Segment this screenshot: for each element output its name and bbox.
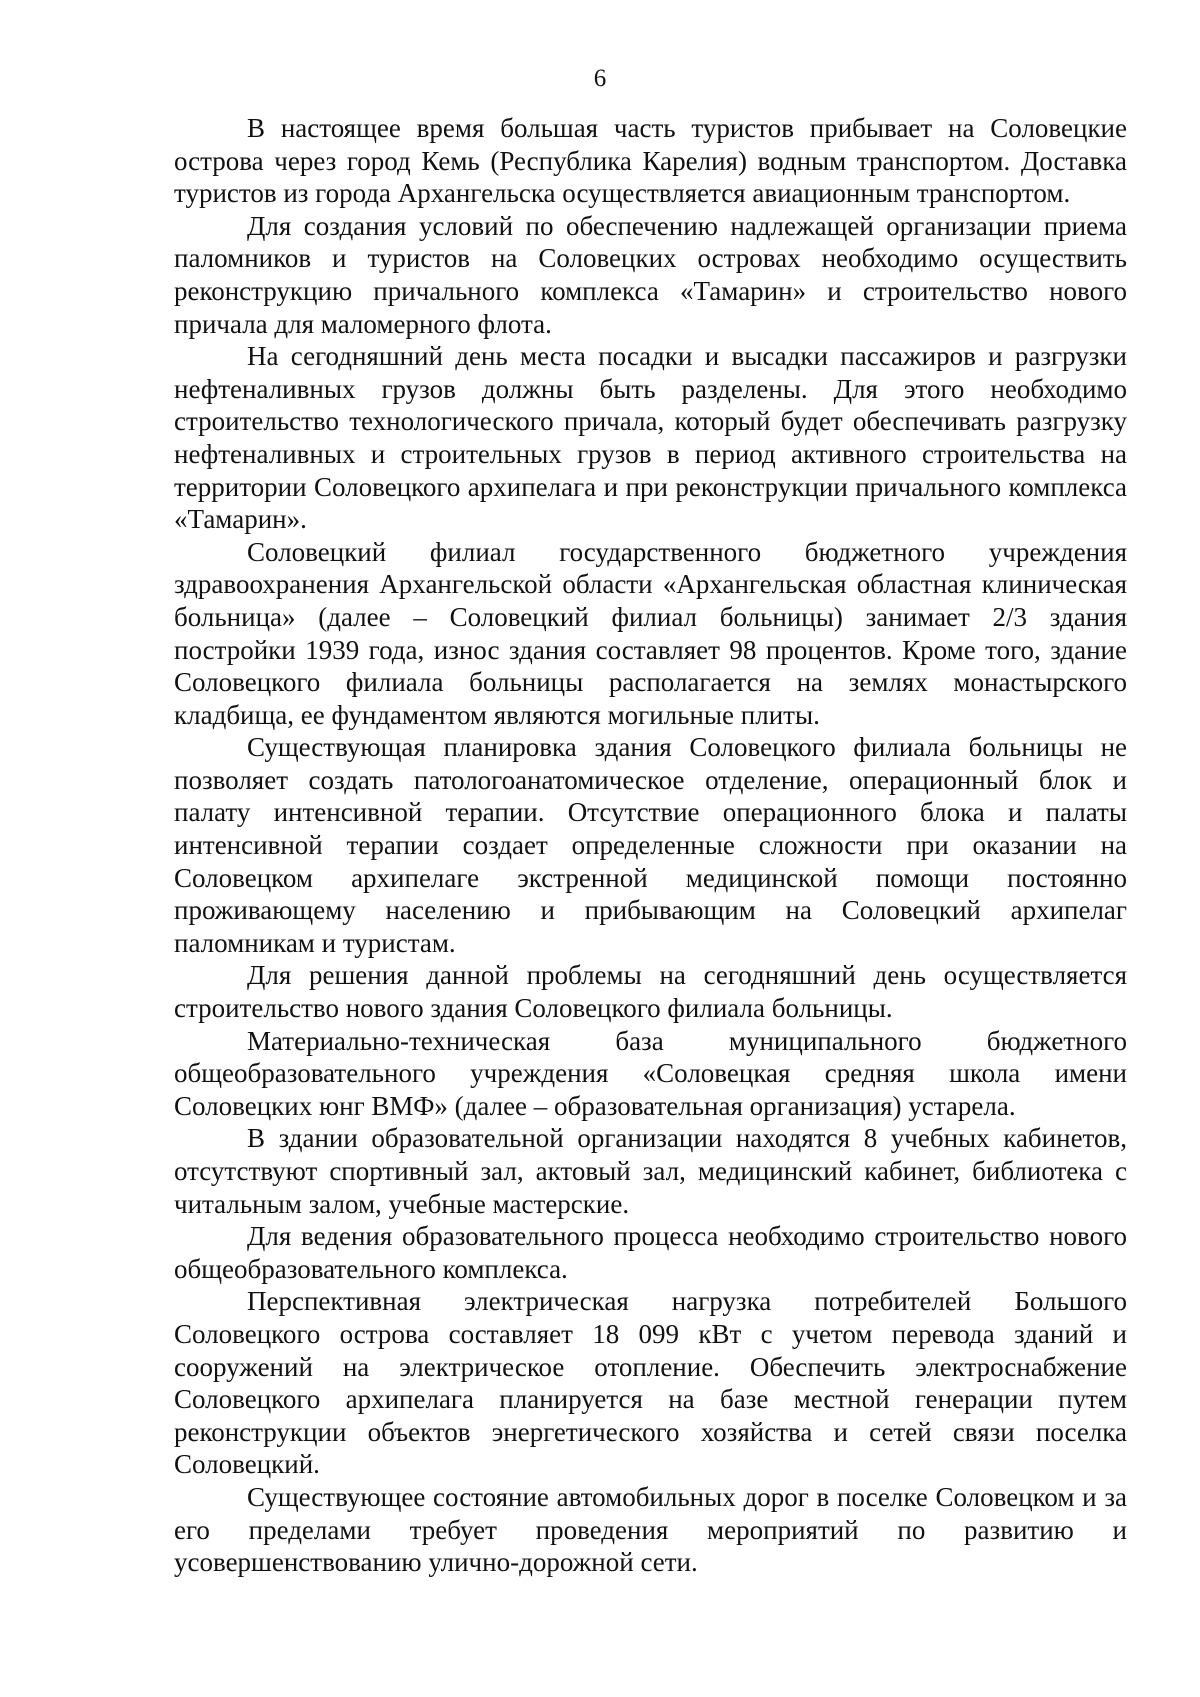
paragraph-hospital-construction: Для решения данной проблемы на сегодняшний день осуществляется строительство нового здания Соловецкого филиала больницы. xyxy=(174,960,1127,1024)
page-number: 6 xyxy=(593,65,607,92)
document-body xyxy=(174,112,1127,1579)
paragraph-school-construction: Для ведения образовательного процесса необходимо строительство нового общеобразовательного комплекса. xyxy=(174,1221,1127,1284)
paragraph-cargo-separation: На сегодняшний день места посадки и высадки пассажиров и разгрузки нефтеналивных грузов должны быть разделены. Для этого необходимо строительство технологического причала, который будет обеспечивать разгрузку нефтеналивных и строительных грузов в период активного строительства на территории Соловецкого архипелага и при реконструкции причального комплекса «Тамарин». xyxy=(174,341,1127,535)
paragraph-hospital-layout: Существующая планировка здания Соловецкого филиала больницы не позволяет создать патологоанатомическое отделение, операционный блок и палату интенсивной терапии. Отсутствие операционного блока и палаты интенсивной терапии создает определенные сложности при оказании на Соловецком архипелаге экстренной медицинской помощи постоянно проживающему населению и прибывающим на Соловецкий архипелаг паломникам и туристам. xyxy=(174,732,1127,958)
paragraph-roads: Существующее состояние автомобильных дорог в поселке Соловецком и за его пределами требует проведения мероприятий по развитию и усовершенствованию улично-дорожной сети. xyxy=(174,1481,1127,1578)
paragraph-school-building: В здании образовательной организации находятся 8 учебных кабинетов, отсутствуют спортивный зал, актовый зал, медицинский кабинет, библиотека с читальным залом, учебные мастерские. xyxy=(174,1123,1127,1219)
paragraph-school-base: Материально-техническая база муниципального бюджетного общеобразовательного учреждения «Соловецкая средняя школа имени Соловецких юнг ВМФ» (далее – образовательная организация) устарела. xyxy=(174,1025,1127,1121)
paragraph-electric-load: Перспективная электрическая нагрузка потребителей Большого Соловецкого острова составляет 18 099 кВт с учетом перевода зданий и сооружений на электрическое отопление. Обеспечить электроснабжение Соловецкого архипелага планируется на базе местной генерации путем реконструкции объектов энергетического хозяйства и сетей связи поселка Соловецкий. xyxy=(174,1286,1127,1480)
paragraph-tourist-arrival: В настоящее время большая часть туристов прибывает на Соловецкие острова через город Кемь (Республика Карелия) водным транспортом. Доставка туристов из города Архангельска осуществляется авиационным транспортом. xyxy=(174,113,1127,209)
paragraph-pier-reconstruction: Для создания условий по обеспечению надлежащей организации приема паломников и туристов на Соловецких островах необходимо осуществить реконструкцию причального комплекса «Тамарин» и строительство нового причала для маломерного флота. xyxy=(174,210,1127,339)
paragraph-hospital-branch: Соловецкий филиал государственного бюджетного учреждения здравоохранения Архангельской области «Архангельская областная клиническая больница» (далее – Соловецкий филиал больницы) занимает 2/3 здания постройки 1939 года, износ здания составляет 98 процентов. Кроме того, здание Соловецкого филиала больницы располагается на землях монастырского кладбища, ее фундаментом являются могильные плиты. xyxy=(174,536,1127,730)
